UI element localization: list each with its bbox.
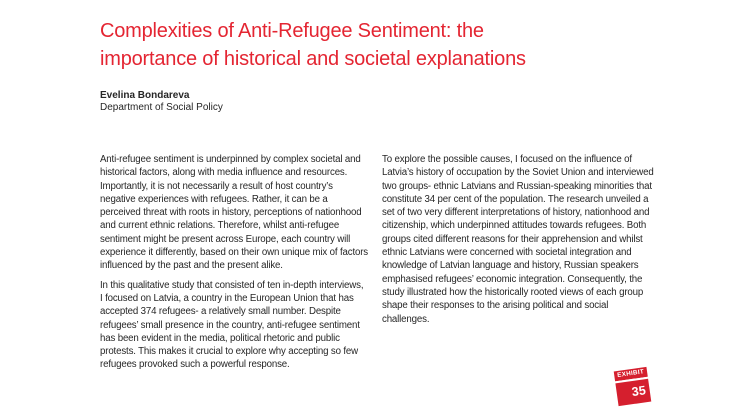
paragraph: Anti-refugee sentiment is underpinned by complex societal and historical factors, along with media influence and resources. Importantly, it is not necessarily a result of host country’s negative experiences with refugees. Rather, it can be a perceived threat with roots in history, perceptions of nationhood and current ethnic relations. Therefore, whilst anti-refugee sentiment might be present across Europe, each country will experience it differently, based on their own unique mix of factors influenced by the past and the present alike.: [100, 154, 368, 272]
body-column-left: [100, 153, 368, 378]
paragraph: In this qualitative study that consisted of ten in-depth interviews, I focused on Latvia, a country in the European Union that has accepted 374 refugees- a relatively small number. Despite refugees’ small presence in the country, anti-refugee sentiment has been evident in the media, political rhetoric and public protests. This makes it crucial to explore why accepting so few refugees provoked such a powerful response.: [100, 279, 364, 371]
page-title-line-2: importance of historical and societal explanations: [100, 48, 526, 70]
exhibit-stamp: [614, 367, 652, 406]
body-column-right: [382, 153, 654, 332]
page-title-line-1: Complexities of Anti-Refugee Sentiment: the: [100, 20, 484, 42]
paragraph: To explore the possible causes, I focused on the influence of Latvia’s history of occupation by the Soviet Union and interviewed two groups- ethnic Latvians and Russian-speaking minorities that constitute 34 per cent of the population. The research unveiled a set of two very different interpretations of history, nationhood and citizenship, which underpinned attitudes towards refugees. Both groups cited different reasons for their apprehension and whilst ethnic Latvians were concerned with societal integration and knowledge of Latvian language and history, Russian speakers emphasised refugees’ economic integration. Consequently, the study illustrated how the historically rooted views of each group shape their responses to the arising political and social challenges.: [382, 154, 654, 325]
exhibit-stamp-number: 35: [615, 379, 651, 406]
byline: [100, 90, 223, 114]
page-title: [100, 17, 660, 73]
author-department: Department of Social Policy: [100, 102, 223, 113]
exhibit-stamp-label: EXHIBIT: [614, 367, 648, 381]
author-name: Evelina Bondareva: [100, 90, 190, 101]
